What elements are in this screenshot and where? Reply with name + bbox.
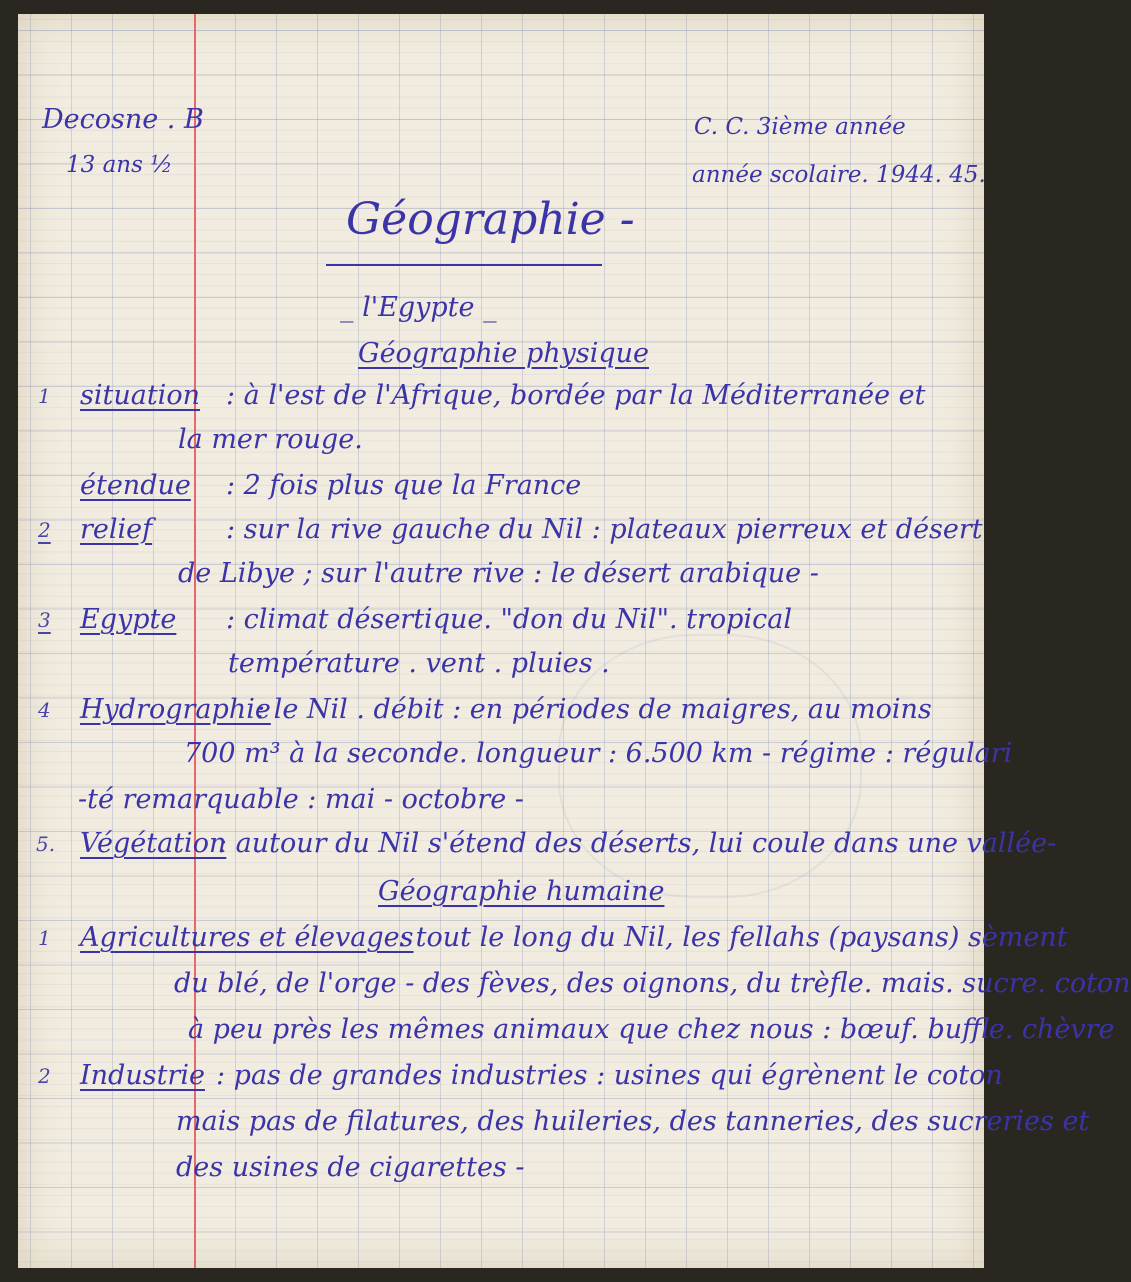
item-label-relief: relief [80, 514, 153, 545]
item-number: 3 [38, 608, 51, 632]
item-text: : tout le long du Nil, les fellahs (paysans) sèment [398, 922, 1068, 953]
item-text: : 2 fois plus que la France [226, 470, 582, 501]
item-text: mais pas de filatures, des huileries, des tanneries, des sucreries et [176, 1106, 1090, 1137]
item-text: : climat désertique. "don du Nil". tropical [226, 604, 792, 635]
item-text: : le Nil . débit : en périodes de maigres, au moins [256, 694, 932, 725]
item-label-hydrographie: Hydrographie [80, 694, 271, 725]
item-text: : à l'est de l'Afrique, bordée par la Méditerranée et [226, 380, 926, 411]
item-number: 4 [38, 698, 51, 722]
item-label-agriculture: Agricultures et élevages [80, 922, 414, 953]
item-text: : autour du Nil s'étend des déserts, lui coule dans une vallée- [218, 828, 1057, 859]
item-label-industrie: Industrie [80, 1060, 205, 1091]
title-underline [326, 264, 602, 266]
item-text: : pas de grandes industries : usines qui égrènent le coton [216, 1060, 1003, 1091]
item-text: de Libye ; sur l'autre rive : le désert arabique - [178, 558, 819, 589]
item-text: du blé, de l'orge - des fèves, des oignons, du trèfle. mais. sucre. coton [174, 968, 1131, 999]
item-text: -té remarquable : mai - octobre - [78, 784, 524, 815]
item-text: des usines de cigarettes - [176, 1152, 525, 1183]
section-heading-physical: Géographie physique [358, 338, 650, 369]
item-label-egypte: Egypte [80, 604, 177, 635]
section-heading-human: Géographie humaine [378, 876, 665, 907]
item-text: la mer rouge. [178, 424, 363, 455]
item-number: 5. [36, 832, 56, 856]
school-year: année scolaire. 1944. 45. [692, 162, 986, 188]
student-name: Decosne . B [42, 104, 204, 135]
notebook-page [18, 14, 1131, 1268]
subtitle: _ l'Egypte _ [340, 292, 497, 323]
page-title: Géographie - [346, 194, 635, 245]
item-label-vegetation: Végétation [80, 828, 227, 859]
item-text: : sur la rive gauche du Nil : plateaux pierreux et désert [226, 514, 983, 545]
item-number: 2 [38, 518, 51, 542]
item-number: 1 [38, 384, 51, 408]
item-number: 2 [38, 1064, 51, 1088]
student-age: 13 ans ½ [66, 152, 173, 178]
item-text: à peu près les mêmes animaux que chez nous : bœuf. buffle. chèvre [188, 1014, 1115, 1045]
class-level: C. C. 3ième année [694, 114, 906, 140]
item-label-etendue: étendue [80, 470, 191, 501]
item-label-situation: situation [80, 380, 200, 411]
item-text: 700 m³ à la seconde. longueur : 6.500 km - régime : régulari [184, 738, 1013, 769]
item-number: 1 [38, 926, 51, 950]
item-text: température . vent . pluies . [228, 648, 610, 679]
